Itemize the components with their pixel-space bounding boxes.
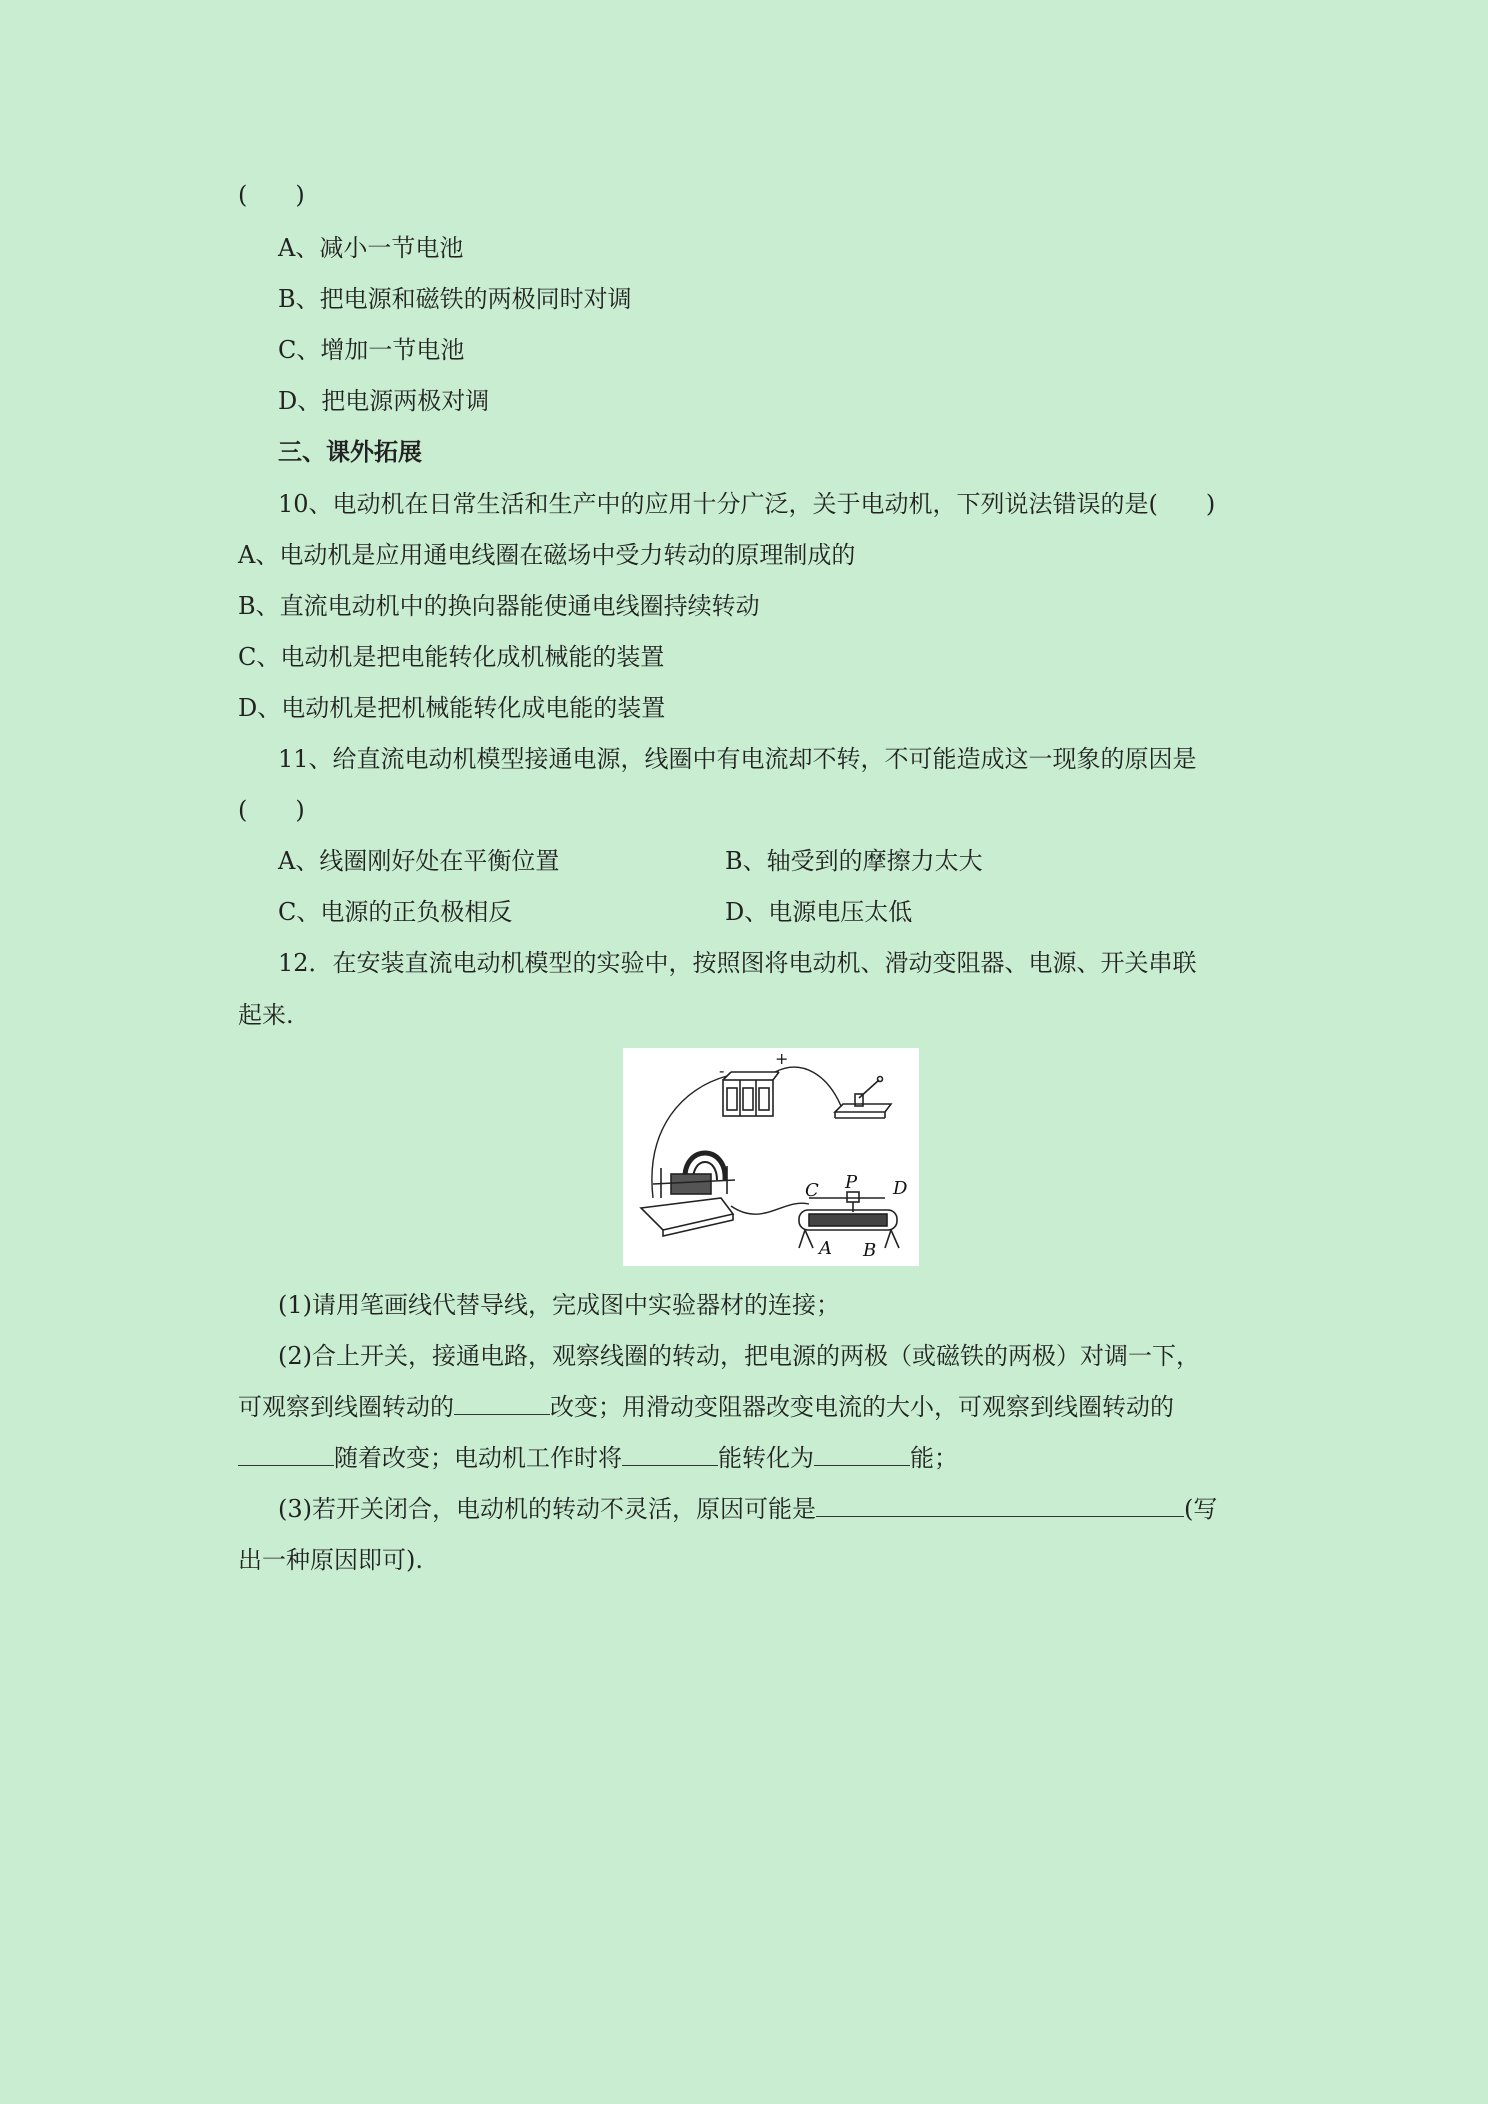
q12-sub3-line1	[278, 1492, 1318, 1526]
q12-sub2-line1: (2)合上开关，接通电路，观察线圈的转动，把电源的两极（或磁铁的两极）对调一下，	[278, 1342, 1200, 1370]
q12-sub2-text-e: 能；	[910, 1444, 958, 1472]
q10-option-a: A、电动机是应用通电线圈在磁场中受力转动的原理制成的	[238, 541, 856, 569]
q12-sub2-text-b: 改变；用滑动变阻器改变电流的大小，可观察到线圈转动的	[550, 1393, 1174, 1421]
q12-sub2-text-a: 可观察到线圈转动的	[238, 1393, 454, 1421]
q12-sub1: (1)请用笔画线代替导线，完成图中实验器材的连接；	[278, 1291, 840, 1319]
q11-stem: 11、给直流电动机模型接通电源，线圈中有电流却不转，不可能造成这一现象的原因是	[278, 745, 1197, 773]
blank-energy-to[interactable]	[814, 1443, 910, 1466]
q10-option-d: D、电动机是把机械能转化成电能的装置	[238, 694, 666, 722]
q11-options-row2	[278, 895, 1318, 929]
q12-sub3-text-b: (写	[1184, 1495, 1218, 1523]
q12-sub2-text-c: 随着改变；电动机工作时将	[334, 1444, 622, 1472]
q9-option-c: C、增加一节电池	[278, 336, 465, 364]
q10-option-b: B、直流电动机中的换向器能使通电线圈持续转动	[238, 592, 760, 620]
q12-sub3-text-a: (3)若开关闭合，电动机的转动不灵活，原因可能是	[278, 1495, 816, 1523]
minus-label: -	[719, 1061, 725, 1080]
q12-sub2-line2	[238, 1390, 1278, 1424]
blank-energy-from[interactable]	[622, 1443, 718, 1466]
battery-pack	[723, 1072, 779, 1116]
q9-option-b: B、把电源和磁铁的两极同时对调	[278, 285, 632, 313]
label-p: P	[845, 1172, 858, 1193]
blank-reason[interactable]	[816, 1494, 1184, 1517]
blank-direction[interactable]	[454, 1392, 550, 1415]
q11-option-b: B、轴受到的摩擦力太大	[725, 847, 983, 875]
q10-stem: 10、电动机在日常生活和生产中的应用十分广泛，关于电动机，下列说法错误的是( )	[278, 490, 1216, 518]
q9-option-a: A、减小一节电池	[278, 234, 464, 262]
q12-sub2-text-d: 能转化为	[718, 1444, 814, 1472]
section-title: 三、课外拓展	[278, 437, 422, 466]
circuit-illustration	[623, 1048, 919, 1266]
label-c: C	[805, 1180, 819, 1201]
q12-sub3-line2: 出一种原因即可).	[238, 1546, 423, 1574]
q11-option-d: D、电源电压太低	[725, 898, 913, 926]
switch	[835, 1077, 891, 1119]
q12-sub2-line3	[238, 1441, 1278, 1475]
q12-stem-line2: 起来.	[238, 1001, 294, 1029]
q12-stem-line1: 12．在安装直流电动机模型的实验中，按照图将电动机、滑动变阻器、电源、开关串联	[278, 949, 1197, 977]
blank-speed[interactable]	[238, 1443, 334, 1466]
plus-label: +	[775, 1049, 789, 1068]
q11-option-a: A、线圈刚好处在平衡位置	[278, 847, 560, 875]
q9-paren: ( )	[238, 181, 305, 209]
q11-options-row1	[278, 844, 1318, 878]
label-a: A	[819, 1238, 832, 1259]
q11-paren: ( )	[238, 796, 305, 824]
q9-option-d: D、把电源两极对调	[278, 387, 490, 415]
motor-model	[641, 1153, 735, 1236]
q10-option-c: C、电动机是把电能转化成机械能的装置	[238, 643, 665, 671]
q11-option-c: C、电源的正负极相反	[278, 898, 513, 926]
label-d: D	[893, 1178, 908, 1199]
motor-circuit-figure	[623, 1048, 919, 1266]
label-b: B	[863, 1240, 877, 1261]
